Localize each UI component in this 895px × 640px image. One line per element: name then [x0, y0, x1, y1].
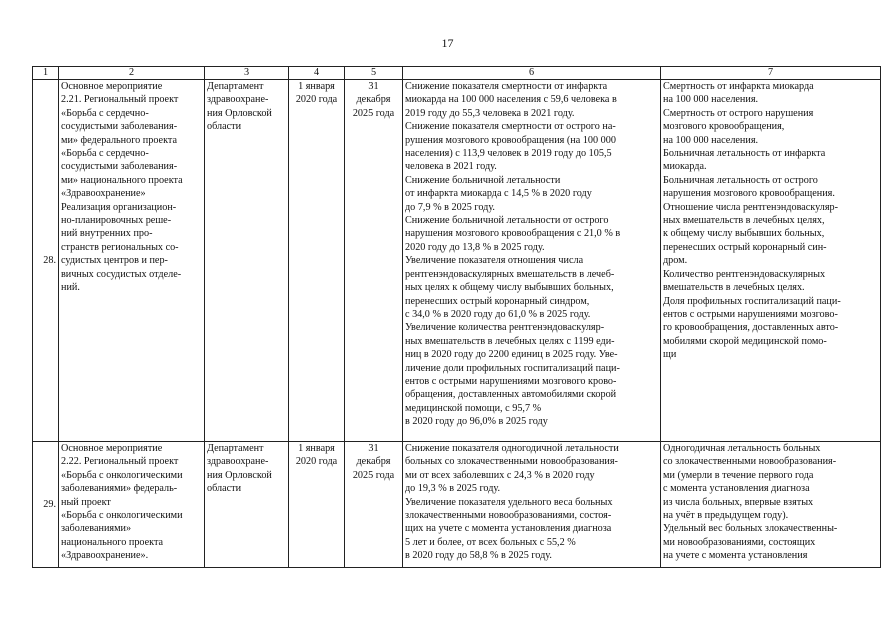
- text-line: обращения, доставленных автомобилями скорой: [405, 389, 617, 401]
- header-row: [33, 67, 881, 80]
- text-line: с 34,0 % в 2020 году до 61,0 % в 2025 году.: [405, 308, 591, 320]
- text-line: 1 января: [298, 443, 335, 454]
- measures-table: [32, 66, 881, 568]
- text-line: рентгенэндоваскулярных вмешательств в лечеб-: [405, 268, 615, 280]
- row-number: 28.: [33, 80, 59, 442]
- text-line: к общему числу выбывших больных,: [663, 228, 825, 240]
- row-number: 29.: [33, 442, 59, 568]
- text-line: 31: [368, 443, 379, 454]
- text-line: Увеличение показателя отношения числа: [405, 255, 584, 267]
- text-line: «Борьба с онкологическими: [61, 469, 183, 481]
- measure-cell: [59, 442, 205, 568]
- page-number: 17: [441, 36, 454, 50]
- header-cell: 6: [403, 67, 661, 80]
- text-line: личение доли профильных госпитализаций паци-: [405, 362, 620, 374]
- text-line: 2025 года: [352, 469, 395, 481]
- text-line: Больничная летальность от инфаркта: [663, 148, 826, 160]
- text-line: ми» федерального проекта: [61, 134, 177, 146]
- text-line: ных целях к общему числу выбывших больных,: [405, 282, 614, 294]
- text-line: 1 января: [298, 81, 335, 92]
- text-line: щи: [663, 349, 677, 361]
- text-line: ниц в 2020 году до 2200 единиц в 2025 году. Уве-: [405, 349, 618, 361]
- text-line: больных со злокачественными новообразования-: [405, 456, 618, 468]
- text-line: Удельный вес больных злокачественны-: [663, 523, 838, 535]
- text-line: Одногодичная летальность больных: [663, 443, 821, 454]
- expected-result-cell: [403, 80, 661, 442]
- text-line: здравоохране-: [207, 94, 269, 106]
- text-line: Доля профильных госпитализаций паци-: [663, 295, 841, 307]
- text-line: Снижение больничной летальности от острого: [405, 215, 609, 227]
- text-line: ми (умерли в течение первого года: [663, 469, 814, 481]
- text-line: декабря: [356, 456, 391, 468]
- end-date-cell: [345, 442, 403, 568]
- header-cell: 7: [661, 67, 881, 80]
- text-line: сосудистыми заболевания-: [61, 161, 178, 173]
- text-line: 2020 году до 13,8 % в 2025 году.: [405, 241, 545, 253]
- text-line: Департамент: [207, 81, 264, 92]
- text-line: вичных сосудистых отделе-: [61, 268, 182, 280]
- text-line: Снижение показателя одногодичной летальности: [405, 443, 619, 454]
- text-line: «Здравоохранение»: [61, 188, 146, 200]
- text-line: но-планировочных реше-: [61, 215, 172, 227]
- text-line: судистых центров и пер-: [61, 255, 168, 267]
- text-line: мозгового кровообращения,: [663, 121, 785, 133]
- start-date-cell: [289, 442, 345, 568]
- text-line: области: [207, 483, 242, 495]
- text-line: Отношение числа рентгенэндоваскуляр-: [663, 201, 839, 213]
- text-line: миокарда на 100 000 населения с 59,6 человека в: [405, 94, 617, 106]
- text-line: Снижение больничной летальности: [405, 174, 561, 186]
- text-line: до 7,9 % в 2025 году.: [405, 201, 495, 213]
- text-line: Смертность от инфаркта миокарда: [663, 81, 814, 92]
- text-line: Смертность от острого нарушения: [663, 107, 814, 119]
- text-line: «Борьба с сердечно-: [61, 148, 149, 160]
- text-line: 2.22. Региональный проект: [61, 456, 179, 468]
- text-line: от инфаркта миокарда с 14,5 % в 2020 году: [405, 188, 592, 200]
- text-line: «Борьба с онкологическими: [61, 510, 183, 522]
- executor-cell: [205, 442, 289, 568]
- text-line: странств региональных со-: [61, 241, 179, 253]
- text-line: «Борьба с сердечно-: [61, 107, 149, 119]
- table-row: [33, 80, 881, 442]
- text-line: 2025 года: [352, 107, 395, 119]
- text-line: ми» национального проекта: [61, 174, 183, 186]
- text-line: в 2020 году до 96,0% в 2025 году: [405, 416, 548, 428]
- text-line: 2020 года: [295, 94, 338, 106]
- text-line: миокарда.: [663, 161, 707, 173]
- text-line: 31: [368, 81, 379, 92]
- text-line: национального проекта: [61, 536, 164, 548]
- text-line: медицинской помощи, с 95,7 %: [405, 402, 542, 414]
- text-line: на учёт в предыдущем году).: [663, 510, 789, 522]
- text-line: 2019 году до 55,3 человека в 2021 году.: [405, 107, 575, 119]
- text-line: рушения мозгового кровообращения (на 100 000: [405, 134, 616, 146]
- text-line: Снижение показателя смертности от острого на-: [405, 121, 616, 133]
- text-line: мобилями скорой медицинской помо-: [663, 335, 827, 347]
- text-line: со злокачественными новообразования-: [663, 456, 837, 468]
- text-line: ми новообразованиями, состоящих: [663, 536, 816, 548]
- text-line: заболеваниями»: [61, 523, 132, 535]
- indicator-cell: [661, 442, 881, 568]
- text-line: ния Орловской: [207, 107, 272, 119]
- text-line: на 100 000 населения.: [663, 134, 759, 146]
- text-line: сосудистыми заболевания-: [61, 121, 178, 133]
- text-line: заболеваниями» федераль-: [61, 483, 178, 495]
- text-line: 5 лет и более, от всех больных с 55,2 %: [405, 536, 576, 548]
- text-line: щих на учете с момента установления диагноза: [405, 523, 612, 535]
- text-line: Количество рентгенэндоваскулярных: [663, 268, 826, 280]
- text-line: населения) с 113,9 человек в 2019 году до 105,5: [405, 148, 612, 160]
- text-line: из числа больных, впервые взятых: [663, 496, 814, 508]
- text-line: Основное мероприятие: [61, 443, 163, 454]
- text-line: Больничная летальность от острого: [663, 174, 818, 186]
- header-cell: 4: [289, 67, 345, 80]
- text-line: с момента установления диагноза: [663, 483, 810, 495]
- end-date-cell: [345, 80, 403, 442]
- text-line: Департамент: [207, 443, 264, 454]
- text-line: ентов с острыми нарушениями мозгово-: [663, 308, 838, 320]
- measure-cell: [59, 80, 205, 442]
- text-line: ных вмешательств в лечебных целях с 1199 еди-: [405, 335, 615, 347]
- text-line: декабря: [356, 94, 391, 106]
- text-line: ний.: [61, 282, 80, 294]
- text-line: ми от всех заболевших с 24,3 % в 2020 году: [405, 469, 595, 481]
- text-line: здравоохране-: [207, 456, 269, 468]
- header-cell: 3: [205, 67, 289, 80]
- text-line: нарушения мозгового кровообращения.: [663, 188, 835, 200]
- text-line: го кровообращения, доставленных авто-: [663, 322, 839, 334]
- text-line: перенесших острый коронарный син-: [663, 241, 827, 253]
- text-line: Увеличение количества рентгенэндоваскуляр-: [405, 322, 605, 334]
- start-date-cell: [289, 80, 345, 442]
- text-line: перенесших острый коронарный синдром,: [405, 295, 590, 307]
- text-line: ных вмешательств в лечебных целях,: [663, 215, 825, 227]
- text-line: нарушения мозгового кровообращения с 21,0 % в: [405, 228, 621, 240]
- text-line: ний внутренних про-: [61, 228, 153, 240]
- header-cell: 5: [345, 67, 403, 80]
- text-line: дром.: [663, 255, 688, 267]
- text-line: человека в 2021 году.: [405, 161, 497, 173]
- text-line: ный проект: [61, 496, 111, 508]
- text-line: ентов с острыми нарушениями мозгового крово-: [405, 375, 617, 387]
- text-line: ния Орловской: [207, 469, 272, 481]
- text-line: в 2020 году до 58,8 % в 2025 году.: [405, 550, 552, 562]
- text-line: до 19,3 % в 2025 году.: [405, 483, 501, 495]
- header-cell: 2: [59, 67, 205, 80]
- expected-result-cell: [403, 442, 661, 568]
- text-line: Основное мероприятие: [61, 81, 163, 92]
- text-line: Снижение показателя смертности от инфаркта: [405, 81, 608, 92]
- header-cell: 1: [33, 67, 59, 80]
- table-row: [33, 442, 881, 568]
- text-line: области: [207, 121, 242, 133]
- text-line: на 100 000 населения.: [663, 94, 759, 106]
- text-line: «Здравоохранение».: [61, 550, 149, 562]
- executor-cell: [205, 80, 289, 442]
- text-line: Реализация организацион-: [61, 201, 177, 213]
- text-line: злокачественными новообразованиями, состоя-: [405, 510, 612, 522]
- text-line: на учете с момента установления: [663, 550, 808, 562]
- text-line: Увеличение показателя удельного веса больных: [405, 496, 613, 508]
- text-line: вмешательств в лечебных целях.: [663, 282, 805, 294]
- text-line: 2.21. Региональный проект: [61, 94, 179, 106]
- text-line: 2020 года: [295, 456, 338, 468]
- indicator-cell: [661, 80, 881, 442]
